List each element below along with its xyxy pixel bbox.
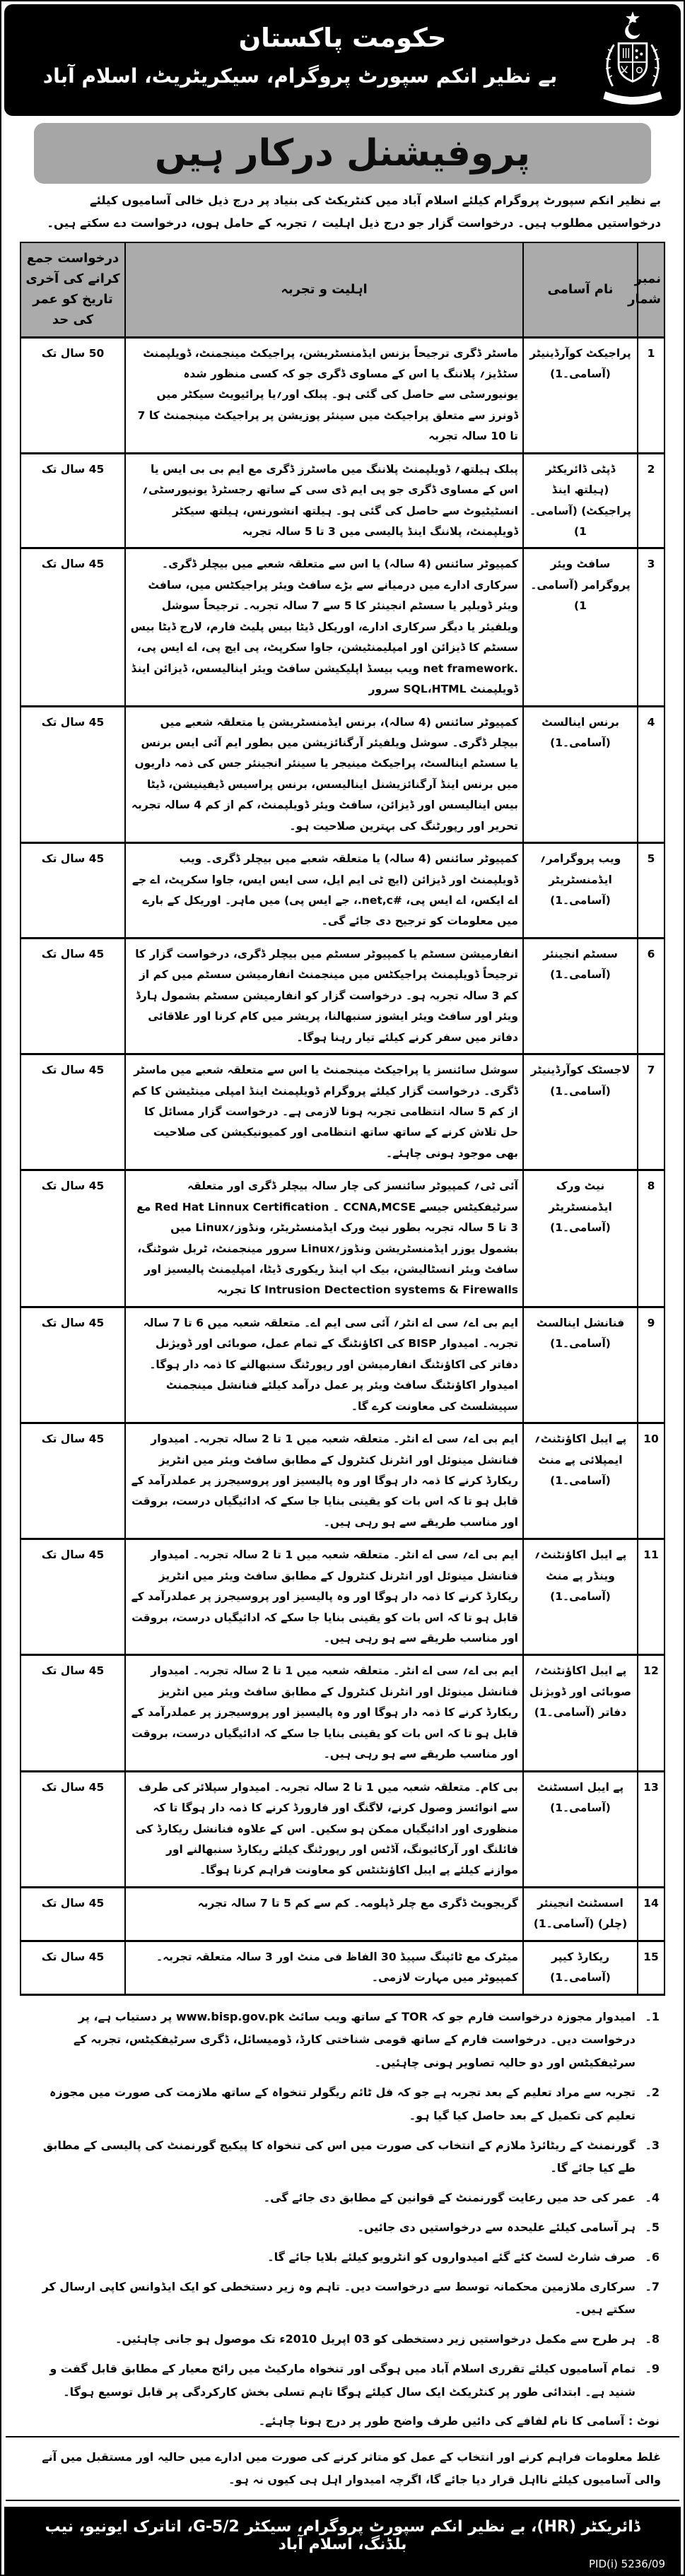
note-number: 4۔ [645,2191,660,2205]
note-item [25,2358,660,2404]
note-item [25,2081,660,2128]
note-number: 6۔ [645,2249,660,2264]
position-cell: پے ایبل اکاؤنٹنٹ؍ وینڈر پے منٹ (آسامی۔1) [523,1539,638,1655]
header-eligibility: اہلیت و تجربہ [125,242,523,337]
age-cell: 45 سال تک [21,453,125,548]
note-text: ہر آسامی کیلئے علیحدہ سے درخواستیں دی جائیں۔ [357,2220,636,2234]
note-text: ہر طرح سے مکمل درخواستیں زیر دستخطی کو 03 اپریل 2010ء تک موصول ہو جانی چاہئیں۔ [115,2332,636,2346]
position-cell: ڈپٹی ڈائریکٹر (ہیلتھ اینڈ پراجیکٹ) (آسامی۔1) [523,453,638,548]
job-row [21,706,664,843]
eligibility-cell: ایم بی اے؍ سی اے انٹر۔ متعلقہ شعبہ میں 1 تا 2 سالہ تجربہ۔ امیدوار فنانشل مینوئل اور انٹرنل کنٹرول کے مطابق سافٹ ویئر میں انٹریز ریکارڈ کرنے کا ذمہ دار ہوگا اور وہ پالیسیز اور پروسیجرز پر عملدرآمد کے قابل ہو تا کہ اس بات کو یقینی بنایا جا سکے کہ ادائیگیاں درست، بروقت اور مناسب طریقے سے ہو رہی ہیں۔ [125,1423,523,1539]
vacancies-table [20,242,665,1995]
position-cell: پراجیکٹ کوآرڈینیٹر (آسامی۔1) [523,337,638,453]
serial-cell: 13 [638,1771,664,1887]
intro-paragraph: بے نظیر انکم سپورٹ پروگرام کیلئے اسلام آباد میں کنٹریکٹ کی بنیاد پر درج ذیل خالی آسامیوں کیلئے درخواستیں مطلوب ہیں۔ درخواست گزار جو درج ذیل اہلیت ؍ تجربہ کے حامل ہوں، درخواست دے سکتے ہیں۔ [47,194,661,230]
note-text: گورنمنٹ کے ریٹائرڈ ملازم کے انتخاب کی صورت میں اس کی تنخواہ کا پیکیج گورنمنٹ کی پالیسی کے مطابق طے کیا جائے گا۔ [42,2138,636,2175]
note-text: تمام آسامیوں کیلئے تقرری اسلام آباد میں ہوگی اور تنخواہ مارکیٹ میں رائج معیار کے مطابق قابل گفت و شنید ہے۔ ابتدائی طور پر کنٹریکٹ ایک سال کیلئے ہوگا تاہم تسلی بخش کارکردگی پر قابل توسیع ہوگا۔ [49,2361,636,2399]
serial-cell: 4 [638,706,664,843]
eligibility-cell: سوشل سائنسز یا پراجیکٹ مینجمنٹ یا اس سے متعلقہ شعبے میں ماسٹر ڈگری۔ درخواست گزار کیلئے پروگرام ڈویلپمنٹ اینڈ امپلی مینٹیشن کا کم از کم 5 سالہ انتظامی تجربہ ہونا لازمی ہے۔ درخواست گزار مسائل کا حل تلاش کرنے کے ساتھ ساتھ انتظامی اور کمیونیکیشن کی صلاحیت بھی موجود ہونی چاہئے۔ [125,1054,523,1170]
note-item [25,2006,660,2075]
position-cell: پے ایبل اسسٹنٹ (آسامی۔1) [523,1771,638,1887]
eligibility-cell: ایم بی اے؍ سی اے انٹر؍ آئی سی ایم اے۔ متعلقہ شعبہ میں 6 تا 7 سالہ تجربہ۔ امیدوار BISP کی اکاؤنٹنگ کے تمام عمل، صوبائی اور ڈویژنل دفاتر کی اکاؤنٹنگ انفارمیشن اور رپورٹنگ سنبھالنے کا ذمہ دار ہوگا۔ امیدوار اکاؤنٹنگ سافٹ ویئر پر عمل درآمد کیلئے فنانشل مینجمنٹ سپیشلسٹ کی معاونت کرے گا۔ [125,1307,523,1423]
eligibility-cell: آئی ٹی؍ کمپیوٹر سائنسز کی چار سالہ بیچلر ڈگری اور متعلقہ سرٹیفکیٹس جیسے CCNA,MCSE ۔ Red Hat Linnux Certification مع 3 تا 5 سالہ تجربہ بطور نیٹ ورک ایڈمنسٹریٹر، ونڈوز؍Linux میں بشمول یوزر ایڈمنسٹریشن ونڈوز؍Linux سرور مینجمنٹ، ٹربل شوٹنگ، سافٹ ویئر انسٹالیشن، بیک اپ اینڈ ریکوری ڈیٹا، امپلیمنٹ پالیسیز اور Intrusion Dectection systems & Firewalls کا تجربہ [125,1170,523,1307]
disqualification-warning: غلط معلومات فراہم کرنے اور انتخاب کے عمل کو متاثر کرنے کی صورت میں ادارے میں حالیہ اور مستقبل میں آنے والی آسامیوں کیلئے نااہل قرار دیا جائے گا، اگرچہ امیدوار اہل ہی کیوں نہ ہو۔ [6,2436,679,2501]
organization-title: بے نظیر انکم سپورٹ پروگرام، سیکریٹریٹ، اسلام آباد [42,64,558,88]
serial-cell: 5 [638,843,664,939]
position-cell: نیٹ ورک ایڈمنسٹریٹر (آسامی۔1) [523,1170,638,1307]
job-row [21,1941,664,1994]
job-row [21,938,664,1054]
serial-cell: 2 [638,453,664,548]
position-cell: سسٹم انجینئر (آسامی۔1) [523,938,638,1054]
eligibility-cell: ایم بی اے؍ سی اے انٹر۔ متعلقہ شعبہ میں 1 تا 2 سالہ تجربہ۔ امیدوار فنانشل مینوئل اور انٹرنل کنٹرول کے مطابق سافٹ ویئر میں انٹریز ریکارڈ کرنے کا ذمہ دار ہوگا اور وہ پالیسیز اور پروسیجرز پر عملدرآمد کے قابل ہو تا کہ اس بات کو یقینی بنایا جا سکے کہ ادائیگیاں درست، بروقت اور مناسب طریقے سے ہو رہی ہیں۔ [125,1539,523,1655]
eligibility-cell: ایم بی اے؍ سی اے انٹر۔ متعلقہ شعبہ میں 1 تا 2 سالہ تجربہ۔ امیدوار فنانشل مینوئل اور انٹرنل کنٹرول کے مطابق سافٹ ویئر میں انٹریز ریکارڈ کرنے کا ذمہ دار ہوگا اور وہ پالیسیز اور پروسیجرز پر عملدرآمد کے قابل ہو تا کہ اس بات کو یقینی بنایا جا سکے کہ ادائیگیاں درست، بروقت اور مناسب طریقے سے ہو رہی ہیں۔ [125,1655,523,1771]
note-text: امیدوار مجوزہ درخواست فارم جو کہ TOR کے ساتھ ویب سائٹ www.bisp.gov.pk پر دستیاب ہے، پر درخواست دیں۔ درخواست فارم کے ساتھ قومی شناختی کارڈ، ڈومیسائل، ڈگری سرٹیفکیٹس، تجربہ کے سرٹیفکیٹس اور دو حالیہ تصاویر ہونی چاہئیں۔ [73,2009,636,2070]
eligibility-cell: کمپیوٹر سائنس (4 سالہ) یا اس سے متعلقہ شعبے میں بیچلر ڈگری۔ سرکاری ادارے میں درمیانے سے بڑے سافٹ ویئر پراجیکٹس میں، سافٹ ویئر ڈویلپر یا سسٹم انجینئر کا 5 سے 7 سالہ تجربہ۔ ترجیحاً سوشل ویلفیئر یا دیگر سرکاری ادارے، اوریکل ڈیٹا بیس پلیٹ فارم، لارج ڈیٹا بیس سسٹم کا ڈیزائن اور امپلیمنٹیشن، جاوا سکرپٹ، پی ایچ پی، اے ایس پی، .net framework ویب بیسڈ اپلیکیشن سافٹ ویئر اینالیسس، ڈیزائن اینڈ ڈویلپمنٹ SQL،HTML سرور [125,548,523,706]
age-cell: 45 سال تک [21,1887,125,1941]
job-row [21,1771,664,1887]
age-cell: 45 سال تک [21,843,125,939]
serial-cell: 12 [638,1655,664,1771]
serial-cell: 14 [638,1887,664,1941]
note-item [25,2134,660,2181]
job-row [21,1887,664,1941]
serial-cell: 3 [638,548,664,706]
position-cell: ویب پروگرامر؍ ایڈمنسٹریٹر (آسامی۔1) [523,843,638,939]
age-cell: 45 سال تک [21,1307,125,1423]
job-row [21,1423,664,1539]
position-cell: فنانشل اینالسٹ (آسامی۔1) [523,1307,638,1423]
serial-cell: 1 [638,337,664,453]
job-row [21,548,664,706]
header-position: نام آسامی [523,242,638,337]
age-cell: 45 سال تک [21,1423,125,1539]
eligibility-cell: ماسٹر ڈگری ترجیحاً بزنس ایڈمنسٹریشن، پراجیکٹ مینجمنٹ، ڈویلپمنٹ سٹڈیز؍ پلاننگ یا اس کے مساوی ڈگری جو کہ کسی منظور شدہ یونیورسٹی سے حاصل کی گئی ہو۔ پبلک اور؍یا پرائیویٹ سیکٹر میں ڈونرز سے متعلق پراجیکٹ میں سینئر پوزیشن پر پراجیکٹ مینجمنٹ کا 7 تا 10 سالہ تجربہ [125,337,523,453]
position-cell: برنس اینالسٹ (آسامی۔1) [523,706,638,843]
note-number: 3۔ [645,2138,660,2152]
note-text: عمر کی حد میں رعایت گورنمنٹ کے قوانین کے مطابق دی جائے گی۔ [263,2191,636,2205]
contact-address: ڈائریکٹر (HR)، بے نظیر انکم سپورٹ پروگرام، سیکٹر G-5/2، اتاترک ایونیو، نیب بلڈنگ، اسلام آباد [45,2517,640,2553]
government-title: حکومت پاکستان [238,23,447,53]
note-item [25,2246,660,2269]
note-item [25,2216,660,2240]
notes-list [25,2006,660,2404]
eligibility-cell: بی کام۔ متعلقہ شعبہ میں 1 تا 2 سالہ تجربہ۔ امیدوار سپلائر کی طرف سے انوائسز وصول کرنے، لاگنگ اور فارورڈ کرنے کا ذمہ دار ہوگا تا کہ منظوری اور ادائیگیاں ممکن ہو سکیں۔ اس کے علاوہ فنانشل ریکارڈ کی فائلنگ اور آرکائیونگ، آڈٹس اور رپورٹنگ کیلئے ریکارڈ سنبھالنے اور موازنے کیلئے پے ایبل اکاؤنٹنٹس کو معاونت فراہم کرنا ہوگا۔ [125,1771,523,1887]
note-text: سرکاری ملازمین محکمانہ توسط سے درخواست دیں۔ تاہم وہ زیر دستخطی کو ایک ایڈوانس کاپی ارسال کر سکتے ہیں۔ [42,2279,636,2317]
age-cell: 45 سال تک [21,938,125,1054]
table-header-row [21,242,664,337]
age-cell: 45 سال تک [21,1941,125,1994]
age-cell: 45 سال تک [21,1771,125,1887]
note-item [25,2187,660,2210]
eligibility-cell: کمپیوٹر سائنس (4 سالہ)، برنس ایڈمنسٹریشن یا متعلقہ شعبے میں بیچلر ڈگری۔ سوشل ویلفیئر آرگنائزیشن میں بطور ایم آئی ایس برنس یا سسٹم اینالسٹ، پراجیکٹ مینیجر یا سینئر انجینئر جس کی ذمہ داریوں میں برنس اینڈ آرگنائزیشنل اینالیسس، برنس پراسیس ڈیفینیشن، ڈیٹا بیس اینالیسس اور ڈیزائن، سافٹ ویئر ڈویلپمنٹ، کم از کم 4 سالہ تجربہ تحریر اور رپورٹنگ کی بہترین صلاحیت ہو۔ [125,706,523,843]
serial-cell: 7 [638,1054,664,1170]
serial-cell: 8 [638,1170,664,1307]
note-number: 9۔ [645,2361,660,2375]
job-row [21,1170,664,1307]
note-number: 8۔ [645,2332,660,2346]
job-row [21,453,664,548]
position-cell: پے ایبل اکاؤنٹنٹ؍ صوبائی اور ڈویژنل دفاتر (آسامی۔1) [523,1655,638,1771]
headline-banner: پروفیشنل درکار ہیں [34,123,651,184]
serial-cell: 15 [638,1941,664,1994]
masthead [4,4,681,116]
eligibility-cell: پبلک ہیلتھ؍ ڈویلپمنٹ پلاننگ میں ماسٹرز ڈگری مع ایم بی بی ایس یا اس کے مساوی ڈگری جو پی ایم ڈی سی کے ساتھ رجسٹرڈ یونیورسٹی؍ انسٹیٹیوٹ سے حاصل کی گئی ہو۔ ہیلتھ انشورنس، ہیلتھ سیکٹر ڈویلپمنٹ، پلاننگ اینڈ پالیسی میں 3 تا 5 سالہ تجربہ [125,453,523,548]
serial-cell: 10 [638,1423,664,1539]
note-item [25,2328,660,2351]
eligibility-cell: انفارمیشن سسٹم یا کمپیوٹر سسٹم میں بیچلر ڈگری، درخواست گزار کا ترجیحاً ڈویلپمنٹ پراجیکٹس میں مینجمنٹ انفارمیشن سسٹم میں کم از کم 3 سالہ تجربہ ہو۔ درخواست گزار کو انفارمیشن سسٹم بشمول ہارڈ ویئر اور سافٹ ویئر ایشوز سنبھالنا، پریشر میں کام کرنا اور علاقائی دفاتر میں سفر کرنے کیلئے تیار رہنا ہوگا۔ [125,938,523,1054]
eligibility-cell: گریجویٹ ڈگری مع چلر ڈپلومہ۔ کم سے کم 5 تا 7 سالہ تجربہ [125,1887,523,1941]
eligibility-cell: کمپیوٹر سائنس (4 سالہ) یا متعلقہ شعبے میں بیچلر ڈگری۔ ویب ڈویلپمنٹ اور ڈیزائن (ایچ ٹی ایم ایل، سی ایس ایس، جاوا سکرپٹ، اے جے اے ایکس، اے ایس پی، ‎.net,c#‎، جے ایس پی) میں ماہر۔ اوریکل کے بارے میں معلومات کو ترجیح دی جائے گی۔ [125,843,523,939]
header-age-limit: درخواست جمع کرانے کی آخری تاریخ کو عمر کی حد [21,242,125,337]
note-number: 2۔ [645,2085,660,2099]
serial-cell: 6 [638,938,664,1054]
jobs-table-body [21,337,664,1994]
position-cell: اسسٹنٹ انجینئر (چلر) (آسامی۔1) [523,1887,638,1941]
age-cell: 45 سال تک [21,1539,125,1655]
age-cell: 45 سال تک [21,1170,125,1307]
position-cell: پے ایبل اکاؤنٹنٹ؍ ایمپلائی پے منٹ (آسامی۔1) [523,1423,638,1539]
age-cell: 50 سال تک [21,337,125,453]
note-item [25,2276,660,2322]
job-row [21,1054,664,1170]
eligibility-cell: میٹرک مع ٹائپنگ سپیڈ 30 الفاظ فی منٹ اور 3 سالہ متعلقہ تجربہ۔ کمپیوٹر میں مہارت لازمی۔ [125,1941,523,1994]
age-cell: 45 سال تک [21,1054,125,1170]
note-number: 7۔ [645,2279,660,2293]
position-cell: ریکارڈ کیپر (آسامی۔1) [523,1941,638,1994]
job-row [21,337,664,453]
envelope-note: نوٹ : آسامی کا نام لفافے کی دائیں طرف واضح طور پر درج ہونا چاہئے۔ [258,2413,660,2428]
pakistan-state-emblem-icon [596,10,669,110]
age-cell: 45 سال تک [21,548,125,706]
header-serial: نمبر شمار [638,242,664,337]
job-row [21,1539,664,1655]
position-cell: لاجسٹک کوآرڈینیٹر (آسامی۔1) [523,1054,638,1170]
note-number: 5۔ [645,2220,660,2234]
job-row [21,1307,664,1423]
note-text: صرف شارٹ لسٹ کئے گئے امیدواروں کو انٹرویو کیلئے بلایا جائے گا۔ [267,2249,636,2264]
position-cell: سافٹ ویئر پروگرامر (آسامی۔1) [523,548,638,706]
pid-number: PID(i) 5236/09 [589,2557,665,2570]
job-row [21,1655,664,1771]
serial-cell: 9 [638,1307,664,1423]
age-cell: 45 سال تک [21,706,125,843]
serial-cell: 11 [638,1539,664,1655]
note-number: 1۔ [645,2009,660,2023]
job-row [21,843,664,939]
footer-bar [4,2507,681,2575]
note-text: تجربہ سے مراد تعلیم کے بعد تجربہ ہے جو کہ فل ٹائم ریگولر تنخواہ کے ساتھ ملازمت کی صورت میں مجوزہ تعلیم کی تکمیل کے بعد حاصل کیا گیا ہو۔ [49,2085,636,2122]
age-cell: 45 سال تک [21,1655,125,1771]
